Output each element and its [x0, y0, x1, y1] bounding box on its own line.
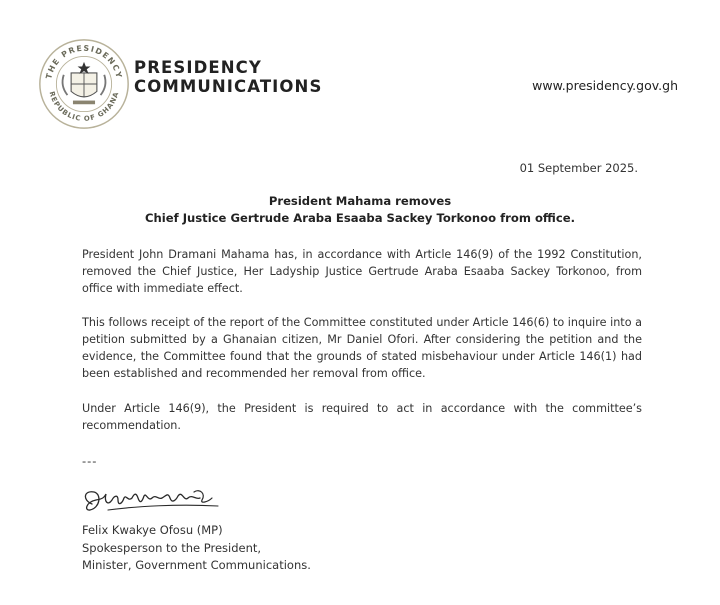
title-line-2: Chief Justice Gertrude Araba Esaaba Sackey Torkonoo from office. — [145, 211, 575, 225]
handwritten-signature — [78, 480, 228, 524]
signatory-block — [82, 522, 311, 575]
signatory-role-1: Spokesperson to the President, — [82, 540, 262, 555]
separator: --- — [82, 454, 98, 468]
brand-line-communications: COMMUNICATIONS — [134, 77, 323, 96]
release-date: 01 September 2025. — [519, 161, 638, 175]
body-paragraph-1: President John Dramani Mahama has, in accordance with Article 146(9) of the 1992 Constitution, removed the Chief Justice, Her Ladyship Justice Gertrude Araba Esaaba Sackey Torkonoo, from office with immediate effect. — [82, 248, 642, 295]
brand-name — [134, 58, 322, 96]
signatory-name: Felix Kwakye Ofosu (MP) — [82, 523, 223, 537]
release-title — [0, 193, 720, 227]
coat-of-arms-icon — [63, 62, 106, 104]
body-paragraph-2: This follows receipt of the report of the Committee constituted under Article 146(6) to inquire into a petition submitted by a Ghanaian citizen, Mr Daniel Ofori. After considering the petition and the evidence, the Committee found that the grounds of stated misbehaviour under Article 146(1) had been established and recommended her removal from office. — [82, 316, 642, 380]
brand-line-presidency: PRESIDENCY — [134, 58, 262, 77]
title-line-1: President Mahama removes — [268, 194, 452, 208]
seal-text-bottom: REPUBLIC OF GHANA — [47, 90, 121, 123]
seal-text-top: THE PRESIDENCY — [44, 43, 124, 80]
presidency-seal-logo — [38, 38, 130, 130]
signatory-role-2: Minister, Government Communications. — [82, 558, 311, 572]
body-paragraph-3: Under Article 146(9), the President is required to act in accordance with the committee’s recommendation. — [82, 402, 642, 432]
website-url: www.presidency.gov.gh — [532, 78, 678, 93]
